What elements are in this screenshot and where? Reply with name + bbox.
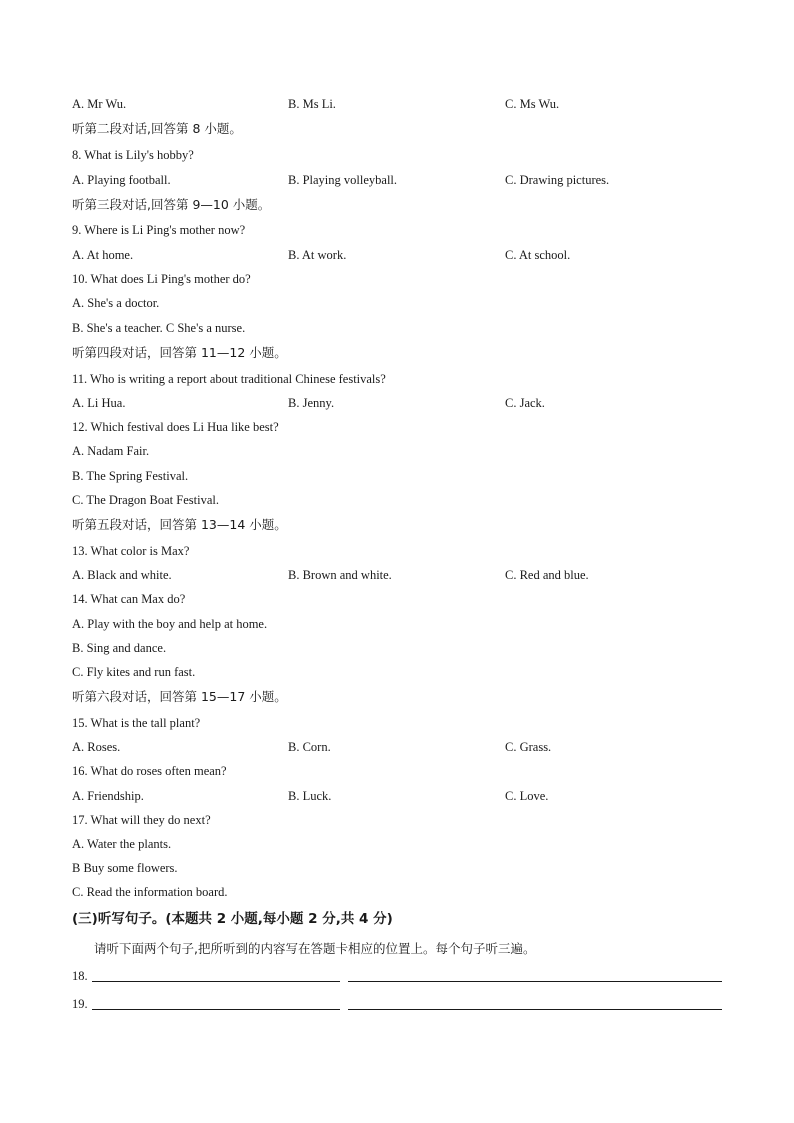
q9-question: 9. Where is Li Ping's mother now? (72, 223, 246, 237)
q13-option-c: C. Red and blue. (505, 568, 589, 582)
answer-blank-18-part2[interactable] (348, 981, 722, 982)
section3-instruction: 请听下面两个句子,把所听到的内容写在答题卡相应的位置上。每个句子听三遍。 (94, 941, 536, 956)
part5-intro: 听第五段对话，回答第 13—14 小题。 (72, 517, 287, 532)
q9-option-a: A. At home. (72, 248, 134, 262)
q10-option-a: A. She's a doctor. (72, 296, 160, 310)
q16-option-b: B. Luck. (288, 789, 332, 803)
answer-blank-19-part2[interactable] (348, 1009, 722, 1010)
q11-option-b: B. Jenny. (288, 396, 335, 410)
part2-intro: 听第二段对话,回答第 8 小题。 (72, 121, 242, 136)
q8-option-b: B. Playing volleyball. (288, 173, 398, 187)
q11-option-a: A. Li Hua. (72, 396, 126, 410)
section3-heading: (三)听写句子。(本题共 2 小题,每小题 2 分,共 4 分) (72, 911, 393, 927)
q12-question: 12. Which festival does Li Hua like best? (72, 420, 279, 434)
answer-number-18: 18. (72, 969, 88, 983)
q11-option-c: C. Jack. (505, 396, 545, 410)
q15-option-b: B. Corn. (288, 740, 331, 754)
q13-option-b: B. Brown and white. (288, 568, 392, 582)
q8-option-a: A. Playing football. (72, 173, 171, 187)
q13-option-a: A. Black and white. (72, 568, 172, 582)
q16-question: 16. What do roses often mean? (72, 764, 227, 778)
q15-option-a: A. Roses. (72, 740, 121, 754)
q17-option-a: A. Water the plants. (72, 837, 172, 851)
q13-question: 13. What color is Max? (72, 544, 190, 558)
q8-question: 8. What is Lily's hobby? (72, 148, 194, 162)
q10-option-bc: B. She's a teacher. C She's a nurse. (72, 321, 246, 335)
answer-blank-18-part1[interactable] (92, 981, 340, 982)
q12-option-b: B. The Spring Festival. (72, 469, 189, 483)
part3-intro: 听第三段对话,回答第 9—10 小题。 (72, 197, 271, 212)
q17-question: 17. What will they do next? (72, 813, 211, 827)
answer-blank-19-part1[interactable] (92, 1009, 340, 1010)
q17-option-b: B Buy some flowers. (72, 861, 178, 875)
q9-option-c: C. At school. (505, 248, 571, 262)
q12-option-a: A. Nadam Fair. (72, 444, 150, 458)
q17-option-c: C. Read the information board. (72, 885, 228, 899)
q7-option-a: A. Mr Wu. (72, 97, 127, 111)
q7-option-c: C. Ms Wu. (505, 97, 560, 111)
q11-question: 11. Who is writing a report about traditional Chinese festivals? (72, 372, 386, 386)
q15-option-c: C. Grass. (505, 740, 552, 754)
q9-option-b: B. At work. (288, 248, 347, 262)
part6-intro: 听第六段对话，回答第 15—17 小题。 (72, 689, 287, 704)
q8-option-c: C. Drawing pictures. (505, 173, 610, 187)
q12-option-c: C. The Dragon Boat Festival. (72, 493, 219, 507)
answer-number-19: 19. (72, 997, 88, 1011)
part4-intro: 听第四段对话，回答第 11—12 小题。 (72, 345, 287, 360)
q14-question: 14. What can Max do? (72, 592, 186, 606)
q16-option-a: A. Friendship. (72, 789, 144, 803)
q10-question: 10. What does Li Ping's mother do? (72, 272, 251, 286)
q14-option-c: C. Fly kites and run fast. (72, 665, 196, 679)
q14-option-b: B. Sing and dance. (72, 641, 167, 655)
q15-question: 15. What is the tall plant? (72, 716, 201, 730)
q16-option-c: C. Love. (505, 789, 549, 803)
q14-option-a: A. Play with the boy and help at home. (72, 617, 268, 631)
q7-option-b: B. Ms Li. (288, 97, 336, 111)
